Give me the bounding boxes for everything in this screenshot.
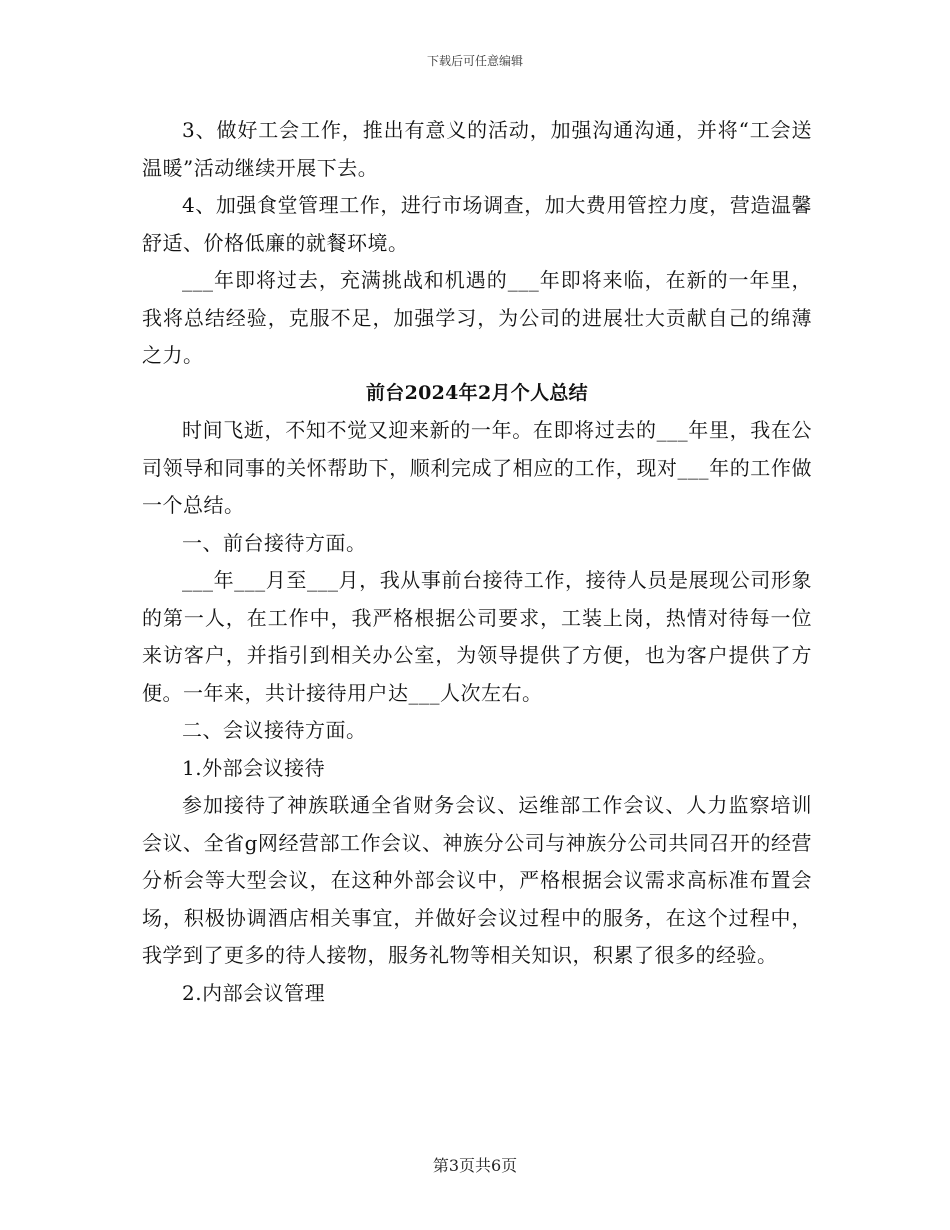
subheading-external-meetings: 1.外部会议接待 <box>182 755 326 780</box>
page-header: 下载后可任意编辑 <box>426 54 523 68</box>
paragraph-intro: 时间飞逝，不知不觉又迎来新的一年。在即将过去的___年里，我在公司领导和同事的关怀帮助下，顺利完成了相应的工作，现对___年的工作做一个总结。 <box>142 418 812 517</box>
document-body <box>142 112 812 1012</box>
paragraph-union-work: 3、做好工会工作，推出有意义的活动，加强沟通沟通，并将“工会送温暖”活动继续开展下去。 <box>142 118 812 180</box>
section-title: 前台2024年2月个人总结 <box>365 381 588 404</box>
paragraph-reception: ___年___月至___月，我从事前台接待工作，接待人员是展现公司形象的第一人，在工作中，我严格根据公司要求，工装上岗，热情对待每一位来访客户，并指引到相关办公室，为领导提供了方便，也为客户提供了方便。一年来，共计接待用户达___人次左右。 <box>142 568 812 705</box>
heading-reception: 一、前台接待方面。 <box>182 530 367 555</box>
subheading-internal-meetings: 2.内部会议管理 <box>182 980 326 1005</box>
paragraph-canteen-management: 4、加强食堂管理工作，进行市场调查，加大费用管控力度，营造温馨舒适、价格低廉的就餐环境。 <box>142 193 812 255</box>
heading-meeting-reception: 二、会议接待方面。 <box>182 718 367 742</box>
paragraph-external-meetings: 参加接待了神族联通全省财务会议、运维部工作会议、人力监察培训会议、全省g网经营部工作会议、神族分公司与神族分公司共同召开的经营分析会等大型会议，在这种外部会议中，严格根据会议需求高标准布置会场，积极协调酒店相关事宜，并做好会议过程中的服务，在这个过程中，我学到了更多的待人接物，服务礼物等相关知识，积累了很多的经验。 <box>142 793 812 967</box>
page-number: 第3页共6页 <box>432 1156 518 1175</box>
paragraph-year-closing: ___年即将过去，充满挑战和机遇的___年即将来临，在新的一年里，我将总结经验，克服不足，加强学习，为公司的进展壮大贡献自己的绵薄之力。 <box>142 268 812 367</box>
